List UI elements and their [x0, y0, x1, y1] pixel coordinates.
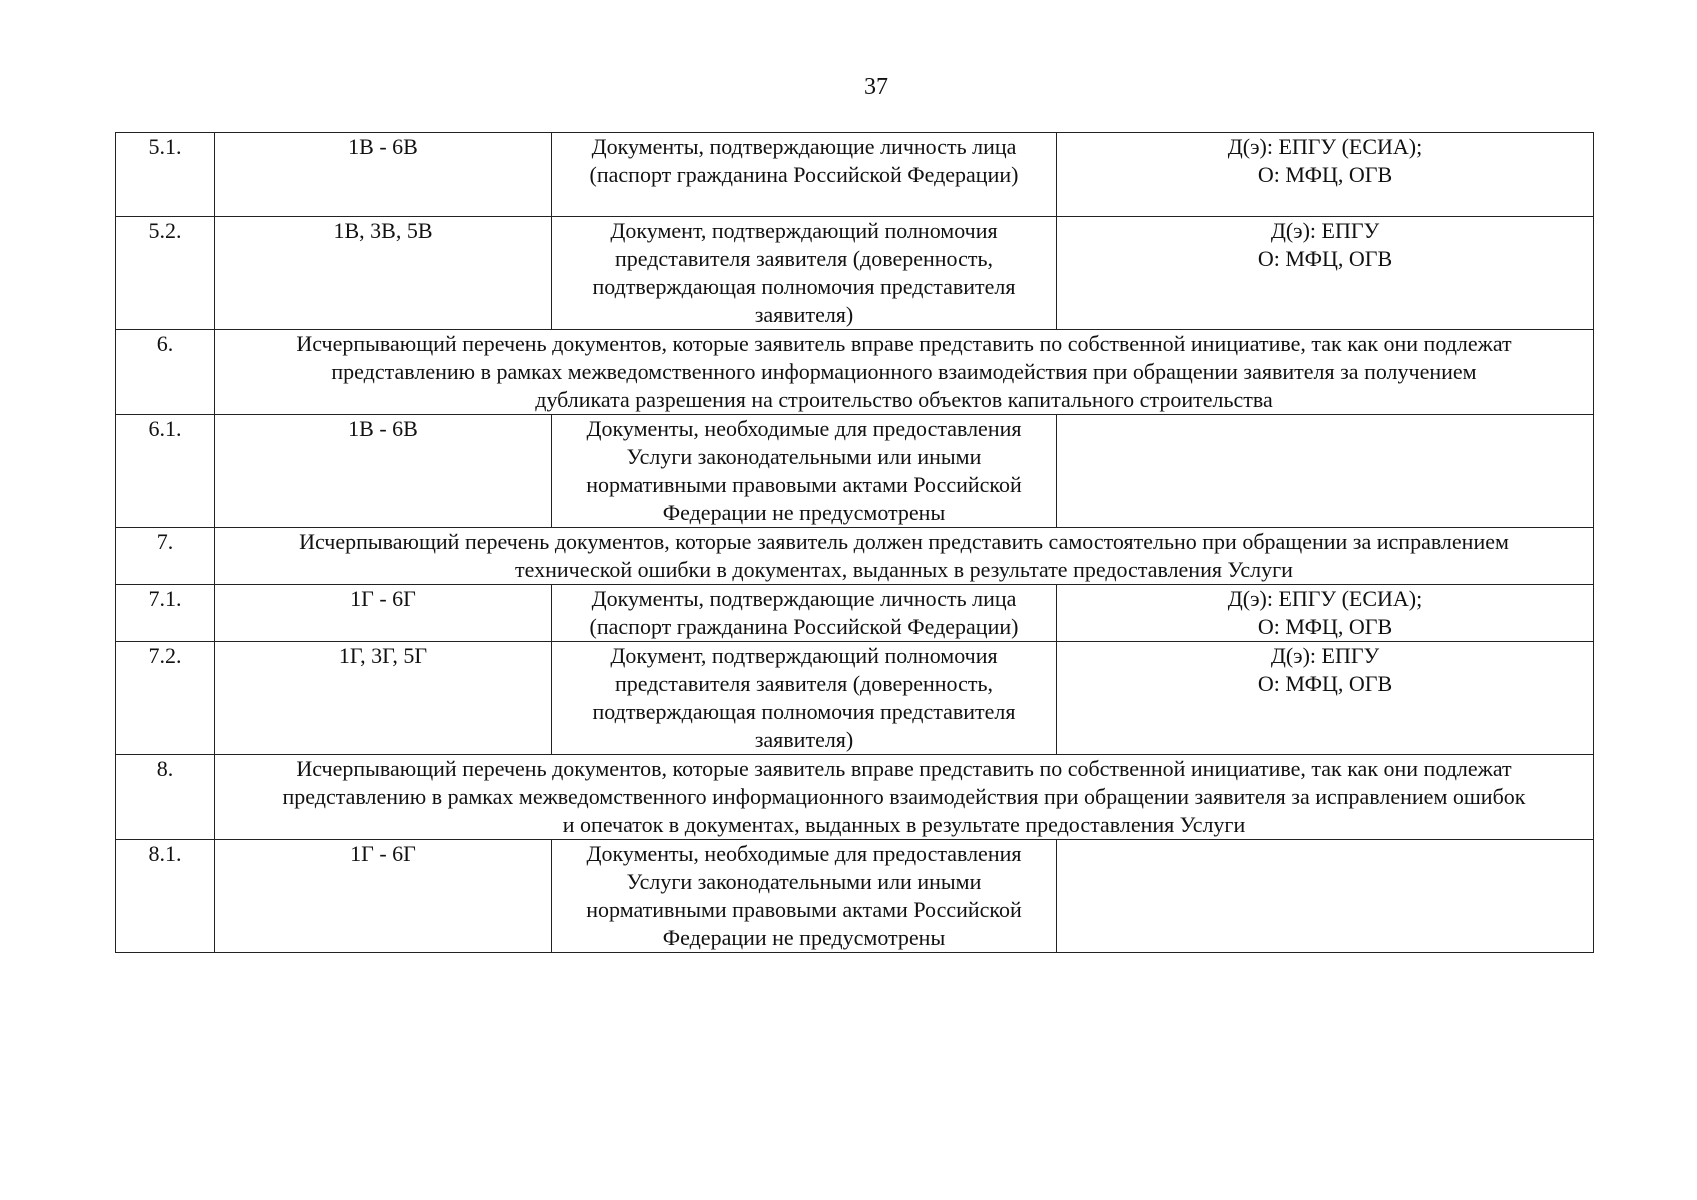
table-row: [116, 217, 1594, 330]
section-row: [116, 528, 1594, 585]
section-title: Исчерпывающий перечень документов, которые заявитель вправе представить по собственной инициативе, так как они подлежат представлению в рамках межведомственного информационного взаимодействия при обращении заявителя за исправлением ошибок и опечаток в документах, выданных в результате предоставления Услуги: [215, 755, 1594, 840]
applicant-codes: 1Г - 6Г: [215, 840, 552, 953]
table-row: [116, 415, 1594, 528]
table-row: [116, 642, 1594, 755]
row-number: 5.2.: [116, 217, 215, 330]
table-row: [116, 840, 1594, 953]
document-description: Документы, подтверждающие личность лица (паспорт гражданина Российской Федерации): [552, 585, 1057, 642]
applicant-codes: 1Г, 3Г, 5Г: [215, 642, 552, 755]
document-description: Документ, подтверждающий полномочия представителя заявителя (доверенность, подтверждающая полномочия представителя заявителя): [552, 642, 1057, 755]
documents-table: [115, 132, 1594, 953]
submission-method: Д(э): ЕПГУ О: МФЦ, ОГВ: [1057, 217, 1594, 330]
section-row: [116, 330, 1594, 415]
document-description: Документы, подтверждающие личность лица (паспорт гражданина Российской Федерации): [552, 133, 1057, 217]
document-description: Документы, необходимые для предоставления Услуги законодательными или иными нормативными правовыми актами Российской Федерации не предусмотрены: [552, 840, 1057, 953]
submission-method: Д(э): ЕПГУ (ЕСИА); О: МФЦ, ОГВ: [1057, 585, 1594, 642]
section-number: 6.: [116, 330, 215, 415]
row-number: 5.1.: [116, 133, 215, 217]
row-number: 8.1.: [116, 840, 215, 953]
row-number: 7.2.: [116, 642, 215, 755]
applicant-codes: 1В - 6В: [215, 133, 552, 217]
document-description: Документы, необходимые для предоставления Услуги законодательными или иными нормативными правовыми актами Российской Федерации не предусмотрены: [552, 415, 1057, 528]
section-row: [116, 755, 1594, 840]
applicant-codes: 1Г - 6Г: [215, 585, 552, 642]
applicant-codes: 1В, 3В, 5В: [215, 217, 552, 330]
submission-method: [1057, 415, 1594, 528]
section-title: Исчерпывающий перечень документов, которые заявитель вправе представить по собственной инициативе, так как они подлежат представлению в рамках межведомственного информационного взаимодействия при обращении заявителя за получением дубликата разрешения на строительство объектов капитального строительства: [215, 330, 1594, 415]
document-description: Документ, подтверждающий полномочия представителя заявителя (доверенность, подтверждающая полномочия представителя заявителя): [552, 217, 1057, 330]
section-title: Исчерпывающий перечень документов, которые заявитель должен представить самостоятельно при обращении за исправлением технической ошибки в документах, выданных в результате предоставления Услуги: [215, 528, 1594, 585]
row-number: 7.1.: [116, 585, 215, 642]
section-number: 7.: [116, 528, 215, 585]
row-number: 6.1.: [116, 415, 215, 528]
submission-method: [1057, 840, 1594, 953]
section-number: 8.: [116, 755, 215, 840]
page-number: 37: [864, 74, 888, 100]
submission-method: Д(э): ЕПГУ (ЕСИА); О: МФЦ, ОГВ: [1057, 133, 1594, 217]
submission-method: Д(э): ЕПГУ О: МФЦ, ОГВ: [1057, 642, 1594, 755]
table-row: [116, 585, 1594, 642]
applicant-codes: 1В - 6В: [215, 415, 552, 528]
table-row: [116, 133, 1594, 217]
